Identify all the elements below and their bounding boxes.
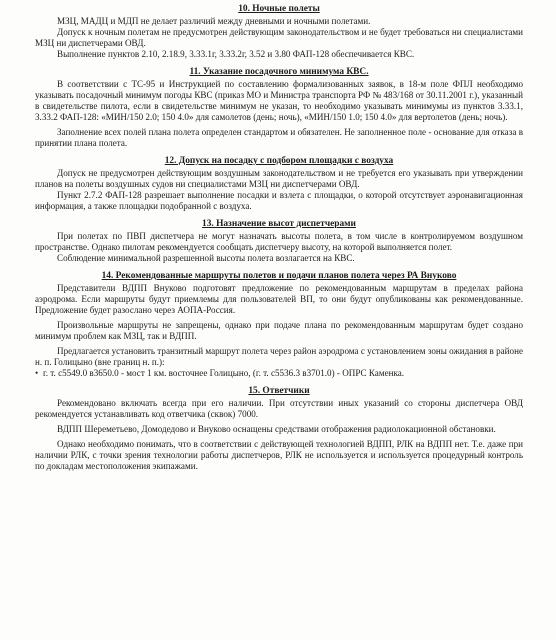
paragraph: Соблюдение минимальной разрешенной высоты полета возлагается на КВС.	[57, 253, 355, 263]
paragraph: Выполнение пунктов 2.10, 2.18.9, 3.33.1г, 3.33.2г, 3.52 и 3.80 ФАП-128 обеспечивается КВС.	[57, 49, 415, 59]
section-transponders	[35, 386, 523, 472]
section-landing-site-selection	[35, 156, 523, 212]
paragraph: При полетах по ПВП диспетчера не могут назначать высоты полета, в том числе в контролируемом воздушном пространстве. Однако пилотам рекомендуется сообщать диспетчеру высоту, на которой выполняется полет.	[35, 231, 523, 252]
bullet-mark: •	[35, 368, 39, 378]
paragraph: ВДПП Шереметьево, Домодедово и Внуково оснащены средствами отображения радиолокационной обстановки.	[57, 424, 496, 434]
bullet-item	[35, 368, 523, 379]
paragraph: Произвольные маршруты не запрещены, однако при подаче плана по рекомендованным маршрутам будет создано минимум проблем как МЗЦ, так и ВДПП.	[35, 320, 523, 341]
paragraph: Допуск к ночным полетам не предусмотрен действующим законодательством и не будет требоваться ни специалистами МЗЦ ни диспетчерами ОВД.	[35, 27, 523, 48]
paragraph: МЗЦ, МАДЦ и МДП не делает различий между дневными и ночными полетами.	[57, 16, 371, 26]
paragraph: Рекомендовано включать всегда при его наличии. При отсутствии иных указаний со стороны диспетчера ОВД рекомендуется устанавливать код ответчика (сквок) 7000.	[35, 398, 523, 419]
bullet-text: г. т. с5549.0 в3650.0 - мост 1 км. восточнее Голицыно, (г. т. с5536.3 в3701.0) - ОПРС Каменка.	[43, 368, 405, 378]
paragraph: Допуск не предусмотрен действующим воздушным законодательством и не требуется его указывать при утверждении планов на полеты воздушных судов ни специалистами МЗЦ ни диспетчерами ОВД.	[35, 168, 523, 189]
paragraph: Пункт 2.7.2 ФАП-128 разрешает выполнение посадки и взлета с площадки, о которой отсутствует аэронавигационная информация, а также площадки подобранной с воздуха.	[35, 190, 523, 211]
paragraph: В соответствии с ТС-95 и Инструкцией по составлению формализованных заявок, в 18-м поле ФПЛ необходимо указывать посадочный минимум погоды КВС (приказ МО и Министра транспорта РФ № 483/168 от 30.11.2001 г.), указанный в свидетельстве пилота, если в свидетельстве минимум не указан, то необходимо указывать минимумы из пунктов 3.33.1, 3.33.2 ФАП-128: «МИН/150 2.0; 150 4.0» для самолетов (день; ночь), «МИН/150 1.0; 150 4.0» для вертолетов (день; ночь).	[35, 79, 523, 122]
section-title: 15. Ответчики	[248, 386, 310, 396]
section-title: 12. Допуск на посадку с подбором площадки с воздуха	[164, 156, 394, 166]
section-title: 11. Указание посадочного минимума КВС.	[189, 67, 369, 77]
paragraph: Заполнение всех полей плана полета определен стандартом и обязателен. Не заполненное поле - основание для отказа в принятии плана полета.	[35, 127, 523, 148]
section-altitude-assignment	[35, 219, 523, 264]
paragraph: Представители ВДПП Внуково подготовят предложение по рекомендованным маршрутам в пределах района аэродрома. Если маршруты будут приемлемы для пользователей ВП, то они будут опубликованы как рекомендованные. Предложение будет разослано через АОПА-Россия.	[35, 283, 523, 315]
section-landing-minimum	[35, 67, 523, 149]
paragraph: Однако необходимо понимать, что в соответствии с действующей технологией ВДПП, РЛК на ВДПП нет. Т.е. даже при наличии РЛК, с точки зрения технологии работы диспетчеров, РЛК не используется и используется процедурный контроль по докладам местоположения экипажами.	[35, 439, 523, 471]
paragraph: Предлагается установить транзитный маршрут полета через район аэродрома с установлением зоны ожидания в районе н. п. Голицыно (вне границ н. п.):	[35, 346, 523, 367]
section-recommended-routes	[35, 271, 523, 379]
section-night-flights	[35, 4, 523, 60]
section-title: 13. Назначение высот диспетчерами	[202, 219, 356, 229]
section-title: 10. Ночные полеты	[238, 4, 320, 14]
section-title: 14. Рекомендованные маршруты полетов и подачи планов полета через РА Внуково	[101, 271, 457, 281]
